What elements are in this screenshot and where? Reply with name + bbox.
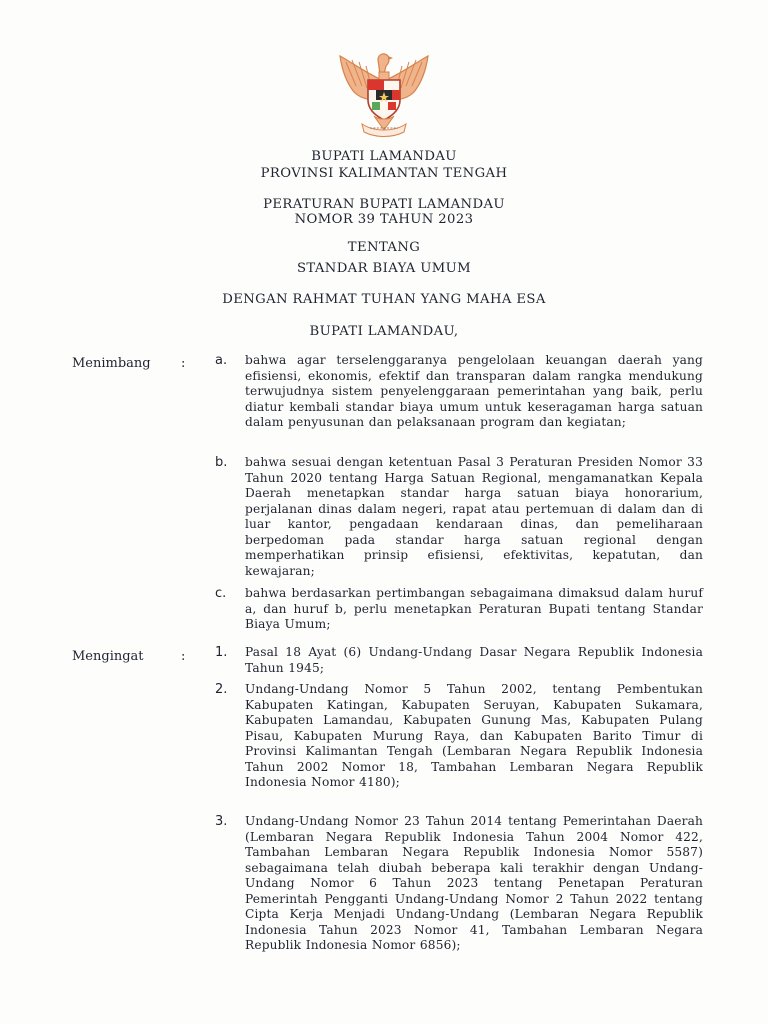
regulation-number: NOMOR 39 TAHUN 2023 [294, 212, 474, 227]
item-text: Pasal 18 Ayat (6) Undang-Undang Dasar Negara Republik Indonesia Tahun 1945; [245, 645, 703, 675]
mengingat-colon: : [181, 649, 186, 664]
regulation-title: PERATURAN BUPATI LAMANDAU [263, 197, 505, 212]
about-heading: TENTANG [347, 240, 421, 255]
province-heading: PROVINSI KALIMANTAN TENGAH [260, 166, 508, 181]
item-marker: a. [215, 353, 228, 368]
regulation-subject: STANDAR BIAYA UMUM [296, 261, 472, 276]
garuda-pancasila-emblem-icon [332, 50, 436, 142]
item-marker: 2. [215, 682, 228, 697]
regent-line: BUPATI LAMANDAU, [309, 324, 459, 339]
item-text: Undang-Undang Nomor 5 Tahun 2002, tentang Pembentukan Kabupaten Katingan, Kabupaten Seruyan, Kabupaten Sukamara, Kabupaten Lamandau, Kabupaten Gunung Mas, Kabupaten Pulang Pisau, Kabupaten Murung Raya, dan Kabupaten Barito Timur di Provinsi Kalimantan Tengah (Lembaran Negara Republik Indonesia Tahun 2002 Nomor 18, Tambahan Lembaran Negara Republik Indonesia Nomor 4180); [245, 682, 703, 789]
item-marker: 3. [215, 814, 228, 829]
menimbang-colon: : [181, 356, 186, 371]
item-marker: 1. [215, 645, 228, 660]
item-marker: b. [215, 455, 228, 470]
menimbang-label: Menimbang [72, 356, 151, 371]
item-text: bahwa berdasarkan pertimbangan sebagaimana dimaksud dalam huruf a, dan huruf b, perlu menetapkan Peraturan Bupati tentang Standar Biaya Umum; [245, 586, 703, 631]
regent-heading: BUPATI LAMANDAU [311, 149, 457, 164]
mengingat-label: Mengingat [72, 649, 144, 664]
invocation-line: DENGAN RAHMAT TUHAN YANG MAHA ESA [222, 292, 546, 307]
item-text: bahwa agar terselenggaranya pengelolaan keuangan daerah yang efisiensi, ekonomis, efektif dan transparan dalam rangka mendukung terwujudnya sistem penyelenggaraan pemerintahan yang baik, perlu diatur kembali standar biaya umum untuk keseragaman harga satuan dalam penyusunan dan pelaksanaan program dan kegiatan; [245, 353, 703, 429]
item-marker: c. [215, 586, 227, 601]
item-text: bahwa sesuai dengan ketentuan Pasal 3 Peraturan Presiden Nomor 33 Tahun 2020 tentang Harga Satuan Regional, mengamanatkan Kepala Daerah menetapkan standar harga satuan biaya honorarium, perjalanan dinas dalam negeri, rapat atau pertemuan di dalam dan di luar kantor, pengadaan kendaraan dinas, dan pemeliharaan berpedoman pada standar harga satuan regional dengan memperhatikan prinsip efisiensi, efektivitas, kepatutan, dan kewajaran; [245, 455, 703, 578]
item-text: Undang-Undang Nomor 23 Tahun 2014 tentang Pemerintahan Daerah (Lembaran Negara Republik Indonesia Tahun 2004 Nomor 422, Tambahan Lembaran Negara Republik Indonesia Nomor 5587) sebagaimana telah diubah beberapa kali terakhir dengan Undang-Undang Nomor 6 Tahun 2023 tentang Penetapan Peraturan Pemerintah Pengganti Undang-Undang Nomor 2 Tahun 2022 tentang Cipta Kerja Menjadi Undang-Undang (Lembaran Negara Republik Indonesia Tahun 2023 Nomor 41, Tambahan Lembaran Negara Republik Indonesia Nomor 6856); [245, 814, 703, 952]
